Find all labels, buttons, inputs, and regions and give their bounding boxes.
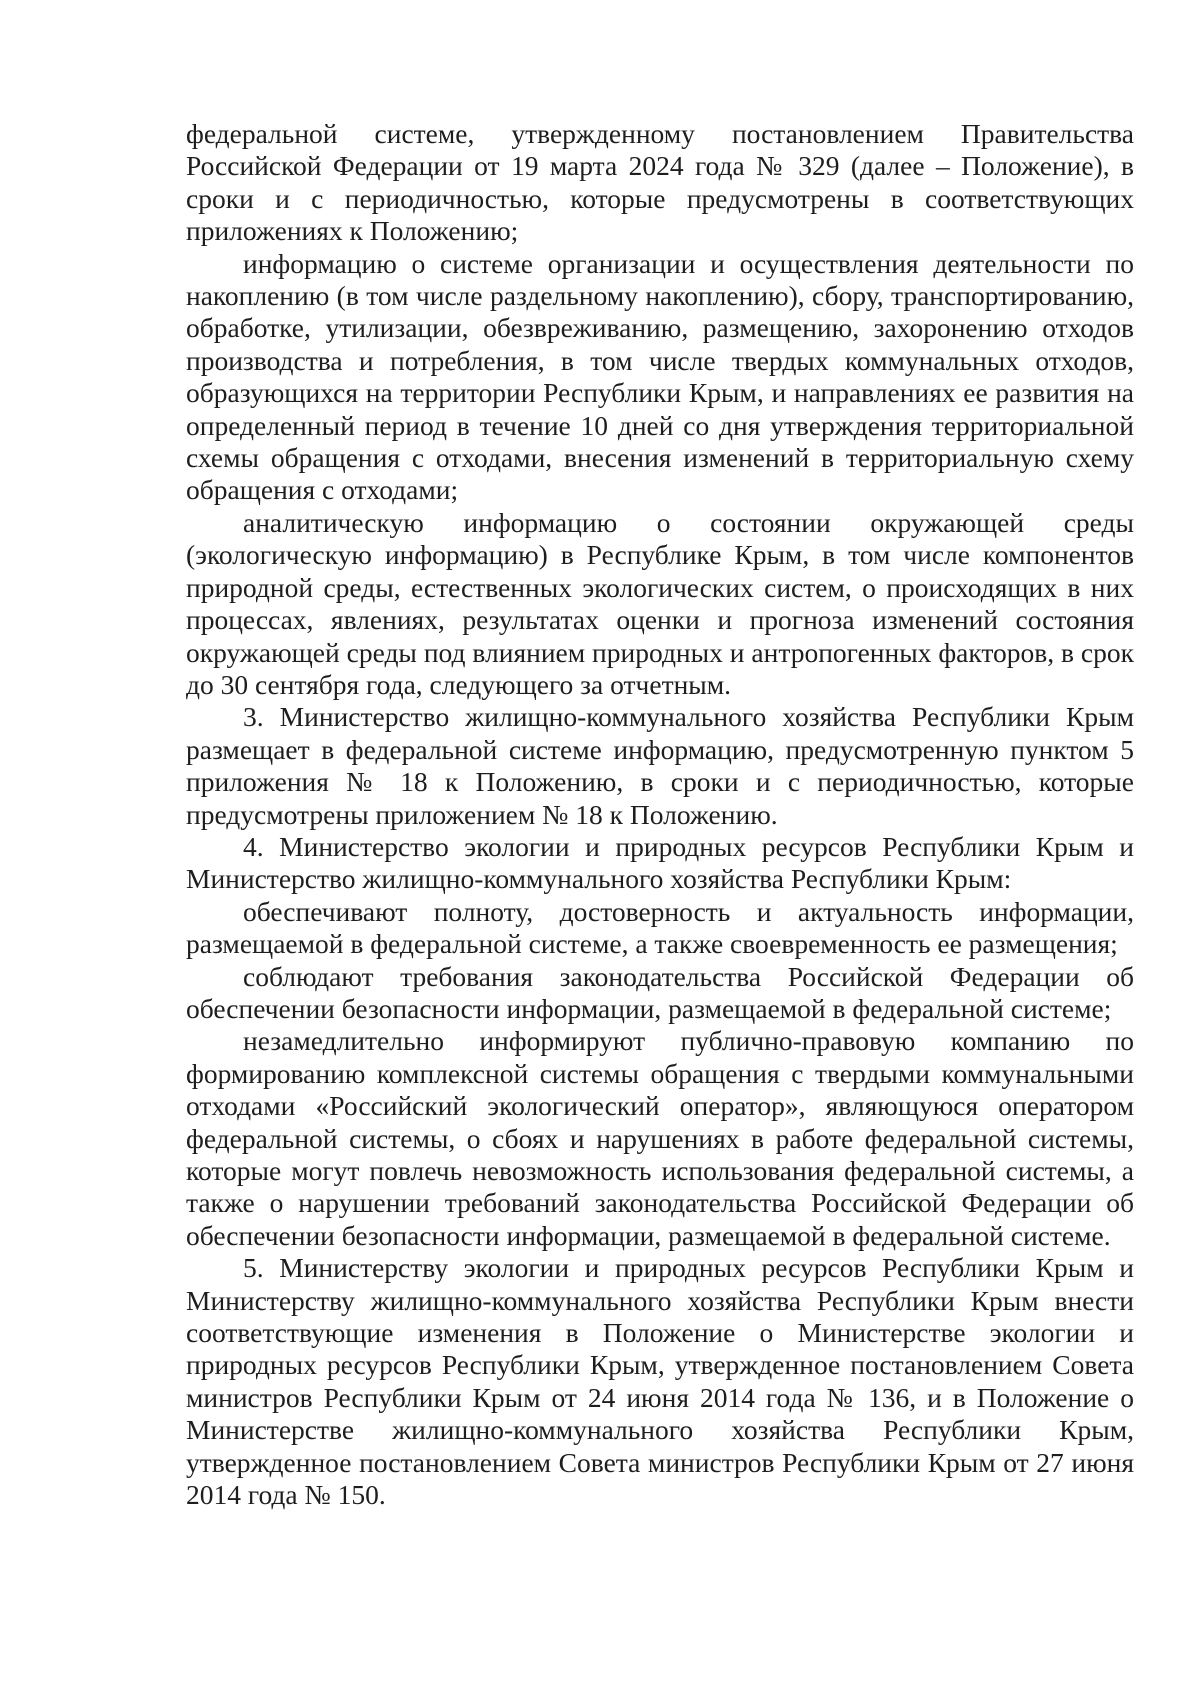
paragraph-item-5: 5. Министерству экологии и природных ресурсов Республики Крым и Министерству жилищно-коммунального хозяйства Республики Крым внести соответствующие изменения в Положение о Министерстве экологии и природных ресурсов Республики Крым, утвержденное постановлением Совета министров Республики Крым от 24 июня 2014 года № 136, и в Положение о Министерстве жилищно-коммунального хозяйства Республики Крым, утвержденное постановлением Совета министров Республики Крым от 27 июня 2014 года № 150. (186, 1252, 1134, 1511)
paragraph-item-4: 4. Министерство экологии и природных ресурсов Республики Крым и Министерство жилищно-коммунального хозяйства Республики Крым: (186, 830, 1134, 895)
paragraph-item-4-security: соблюдают требования законодательства Российской Федерации об обеспечении безопасности информации, размещаемой в федеральной системе; (186, 960, 1134, 1024)
paragraph-waste-system-info: информацию о системе организации и осуществления деятельности по накоплению (в том числе раздельному накоплению), сбору, транспортированию, обработке, утилизации, обезвреживанию, размещению, захоронению отходов производства и потребления, в том числе твердых коммунальных отходов, образующихся на территории Республики Крым, и направлениях ее развития на определенный период в течение 10 дней со дня утверждения территориальной схемы обращения с отходами, внесения изменений в территориальную схему обращения с отходами; (186, 247, 1134, 506)
paragraph-environment-info: аналитическую информацию о состоянии окружающей среды (экологическую информацию) в Республике Крым, в том числе компонентов природной среды, естественных экологических систем, о происходящих в них процессах, явлениях, результатах оценки и прогноза изменений состояния окружающей среды под влиянием природных и антропогенных факторов, в срок до 30 сентября года, следующего за отчетным. (186, 506, 1134, 700)
paragraph-item-3: 3. Министерство жилищно-коммунального хозяйства Республики Крым размещает в федеральной системе информацию, предусмотренную пунктом 5 приложения № 18 к Положению, в сроки и с периодичностью, которые предусмотрены приложением № 18 к Положению. (186, 701, 1134, 830)
paragraph-item-4-completeness: обеспечивают полноту, достоверность и актуальность информации, размещаемой в федеральной системе, а также своевременность ее размещения; (186, 895, 1134, 960)
document-body (186, 118, 1134, 1511)
paragraph-item-4-notify: незамедлительно информируют публично-правовую компанию по формированию комплексной системы обращения с твердыми коммунальными отходами «Российский экологический оператор», являющуюся оператором федеральной системы, о сбоях и нарушениях в работе федеральной системы, которые могут повлечь невозможность использования федеральной системы, а также о нарушении требований законодательства Российской Федерации об обеспечении безопасности информации, размещаемой в федеральной системе. (186, 1025, 1134, 1251)
paragraph-continuation: федеральной системе, утвержденному постановлением Правительства Российской Федерации от 19 марта 2024 года № 329 (далее – Положение), в сроки и с периодичностью, которые предусмотрены в соответствующих приложениях к Положению; (186, 118, 1134, 247)
